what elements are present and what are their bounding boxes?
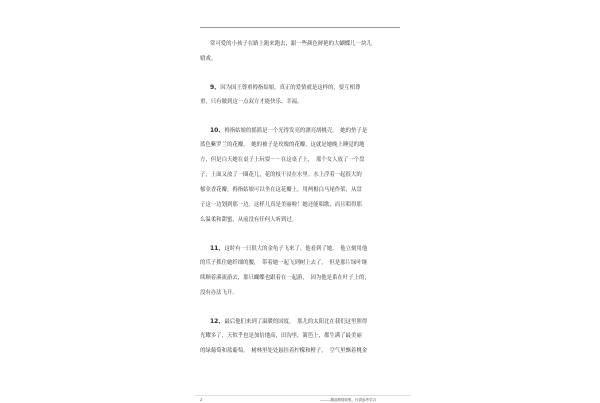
paragraph-line [200,138,412,153]
page-number: 2 [200,398,203,402]
paragraph-text: 子这一边划到那一边。这样儿真是美丽啦！她还能唱歌，而且唱得那 [200,202,362,208]
paragraph-text: 的爪子抓住她纤细的腰， 带着她一起飞到树上去了， 但是那片绿叶继 [200,260,368,266]
paragraph-line [200,344,412,359]
paragraph [200,80,412,110]
paragraph-line [200,123,412,138]
paragraph-text: 的绿葡萄和蓝葡萄。 树林里处处悬挂着柠檬和橙子， 空气里飘着桃金 [200,348,368,354]
paragraph-text: 因为国王尊重拇指姑娘，真正的爱情就是这样的，要互相尊 [220,85,361,91]
paragraph [200,241,412,301]
paragraph-number: 11、 [210,245,225,252]
paragraph-text: 蓝色紫罗兰的花瓣。 她的被子是玫瑰的花瓣。这就是她晚上睡觉的地 [200,142,365,148]
paragraph-text: 最后他们来到了温暖的国度。 那儿的太阳比在我们这里照得 [224,319,368,325]
paragraph-line [200,198,412,213]
footer-note: ———精品网络收集，仅供参考学习 [320,398,376,402]
paragraph-text: 么温柔和甜蜜，从前没有任何人听到过。 [200,217,298,223]
paragraph-text: 子，上面又放了一圈花儿，花的枝干浸在水里。水上浮着一起很大的 [200,172,362,178]
page-bottom-edge [195,395,410,396]
paragraph-number: 9、 [210,84,221,91]
paragraph-line [200,153,412,168]
paragraph-line [200,80,412,95]
paragraph-text: 嬉戏。 [200,56,217,62]
paragraph-text: 重，只有做到这一点双方才能快乐、幸福。 [200,99,303,105]
paragraph-line [200,256,412,271]
paragraph-text: 方，但是白天她在桌子上玩耍－－在这桌子上， 那个女人放了一个盘 [200,157,365,163]
paragraph-line [200,95,412,110]
paragraph-line [200,168,412,183]
paragraph-text: 拇指姑娘的摇篮是一个光得发亮的漂亮胡桃壳。 她的垫子是 [224,128,368,134]
paragraph-text: 没有办法飞开。 [200,290,238,296]
paragraph-line [200,183,412,198]
paragraph-line [200,286,412,301]
paragraph-text: 续顺着溪流游去，那只蝴蝶也跟着在一起游， 因为他是系在叶子上的， [200,275,370,281]
paragraph-number: 10、 [210,127,225,134]
paragraph [200,37,412,67]
paragraph-text: 郁金香花瓣。拇指姑娘可以坐在这花瓣上，用两根白马尾作桨，从盘 [200,187,362,193]
paragraph-number: 12、 [210,318,225,325]
paragraph-line [200,241,412,256]
paragraph-line [200,314,412,329]
paragraph-text: 光耀多了，天似乎也是加倍地高，田沟里，篱笆上，都生满了最美丽 [200,333,362,339]
paragraph [200,314,412,359]
paragraph-line [200,213,412,228]
paragraph-text: 常可爱的小孩子在路上跑来跑去，跟一些颜色鲜艳的大蝴蝶儿一块儿 [210,41,372,47]
paragraph [200,123,412,228]
header-rule [200,27,400,28]
paragraph-line [200,329,412,344]
paragraph-text: 这时有一只很大的金龟子飞来了。他看到了她， 他立刻用他 [224,246,368,252]
paragraph-line [200,52,412,67]
document-body [200,37,412,372]
paragraph-line [200,37,412,52]
paragraph-line [200,271,412,286]
